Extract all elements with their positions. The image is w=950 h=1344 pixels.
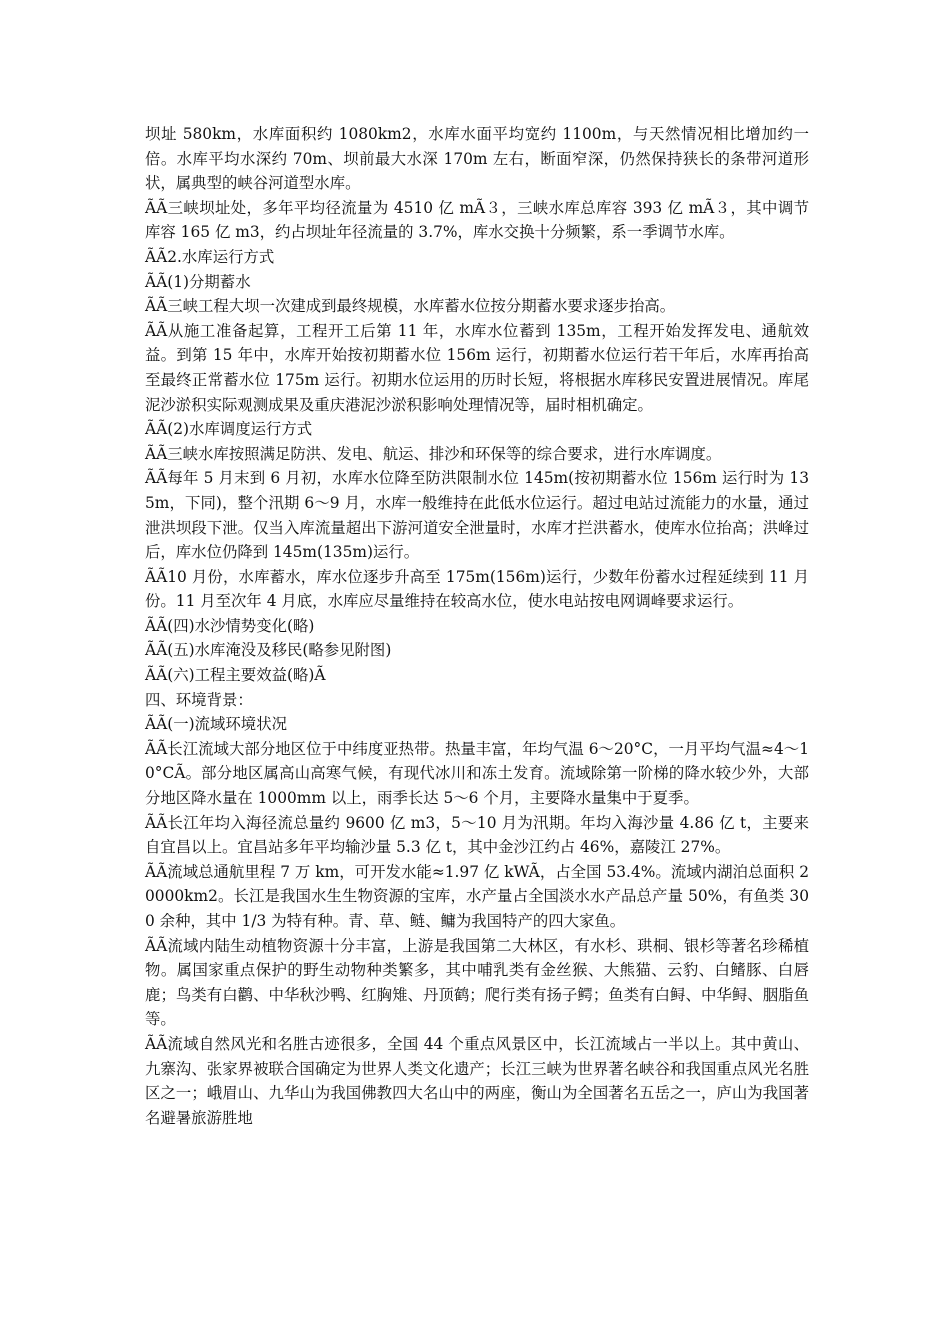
paragraph-dispatch-requirements: ÃÃ三峡水库按照满足防洪、发电、航运、排沙和环保等的综合要求，进行水库调度。 xyxy=(145,444,722,463)
paragraph-dam-reservoir-area: 坝址 580km，水库面积约 1080km2，水库水面平均宽约 1100m，与天然情况相比增加约一倍。水库平均水深约 70m、坝前最大水深 170m 左右，断面窄深，仍然保持狭长的条带河道形状，属典型的峡谷河道型水库。 xyxy=(145,125,809,193)
heading-staged-impoundment: ÃÃ(1)分期蓄水 xyxy=(145,272,251,291)
heading-dispatch-mode: ÃÃ(2)水库调度运行方式 xyxy=(145,420,313,439)
paragraph-navigation-aquatic: ÃÃ流域总通航里程 7 万 km，可开发水能≈1.97 亿 kWÃ，占全国 53.4%。流域内湖泊总面积 20000km2。长江是我国水生生物资源的宝库，水产量占全国淡水水产品总产量 50%，有鱼类 300 余种，其中 1/3 为特有种。青、草、鲢、鳙为我国特产的四大家鱼。 xyxy=(145,862,809,930)
paragraph-staged-impoundment: ÃÃ三峡工程大坝一次建成到最终规模，水库蓄水位按分期蓄水要求逐步抬高。 xyxy=(145,297,676,316)
heading-basin-environment: ÃÃ(一)流域环境状况 xyxy=(145,715,287,734)
heading-water-sediment: ÃÃ(四)水沙情势变化(略) xyxy=(145,616,315,635)
paragraph-october-impoundment: ÃÃ10 月份，水库蓄水，库水位逐步升高至 175m(156m)运行，少数年份蓄水过程延续到 11 月份。11 月至次年 4 月底，水库应尽量维持在较高水位，使水电站按电网调峰要求运行。 xyxy=(145,567,809,611)
heading-reservoir-operation: ÃÃ2.水库运行方式 xyxy=(145,247,275,266)
paragraph-climate: ÃÃ长江流域大部分地区位于中纬度亚热带。热量丰富，年均气温 6～20°C，一月平均气温≈4～10°CÃ。部分地区属高山高寒气候，有现代冰川和冻土发育。流域除第一阶梯的降水较少外，大部分地区降水量在 1000mm 以上，雨季长达 5～6 个月，主要降水量集中于夏季。 xyxy=(145,739,809,808)
paragraph-runoff-sediment: ÃÃ长江年均入海径流总量约 9600 亿 m3，5～10 月为汛期。年均入海沙量 4.86 亿 t，主要来自宜昌以上。宜昌站多年平均输沙量 5.3 亿 t，其中金沙江约占 46%，嘉陵江 27%。 xyxy=(145,813,809,857)
heading-project-benefits: ÃÃ(六)工程主要效益(略)Ã xyxy=(145,666,326,685)
paragraph-runoff-storage: ÃÃ三峡坝址处，多年平均径流量为 4510 亿 mÃ３，三峡水库总库容 393 亿 mÃ３，其中调节库容 165 亿 m3，约占坝址年径流量的 3.7%，库水交换十分频繁，系一季调节水库。 xyxy=(145,198,809,242)
paragraph-flora-fauna: ÃÃ流域内陆生动植物资源十分丰富，上游是我国第二大林区，有水杉、珙桐、银杉等著名珍稀植物。属国家重点保护的野生动物种类繁多，其中哺乳类有金丝猴、大熊猫、云豹、白鳍豚、白唇鹿；鸟类有白鹳、中华秋沙鸭、红胸雉、丹顶鹤；爬行类有扬子鳄；鱼类有白鲟、中华鲟、胭脂鱼等。 xyxy=(145,936,809,1029)
heading-environmental-background: 四、环境背景： xyxy=(145,690,253,709)
paragraph-construction-schedule: ÃÃ从施工准备起算，工程开工后第 11 年，水库水位蓄到 135m，工程开始发挥发电、通航效益。到第 15 年中，水库开始按初期蓄水位 156m 运行，初期蓄水位运行若干年后，水库再抬高至最终正常蓄水位 175m 运行。初期水位运用的历时长短，将根据水库移民安置进展情况。库尾泥沙淤积实际观测成果及重庆港泥沙淤积影响处理情况等，届时相机确定。 xyxy=(145,321,809,414)
document-body xyxy=(145,122,809,1130)
paragraph-scenic-spots: ÃÃ流域自然风光和名胜古迹很多，全国 44 个重点风景区中，长江流域占一半以上。其中黄山、九寨沟、张家界被联合国确定为世界人类文化遗产；长江三峡为世界著名峡谷和我国重点风光名胜区之一；峨眉山、九华山为我国佛教四大名山中的两座，衡山为全国著名五岳之一，庐山为我国著名避暑旅游胜地 xyxy=(145,1034,809,1127)
heading-inundation-resettlement: ÃÃ(五)水库淹没及移民(略参见附图) xyxy=(145,641,392,660)
paragraph-flood-season-operation: ÃÃ每年 5 月末到 6 月初，水库水位降至防洪限制水位 145m(按初期蓄水位 156m 运行时为 135m，下同)，整个汛期 6～9 月，水库一般维持在此低水位运行。超过电站过流能力的水量，通过泄洪坝段下泄。仅当入库流量超出下游河道安全泄量时，水库才拦洪蓄水，使库水位抬高；洪峰过后，库水位仍降到 145m(135m)运行。 xyxy=(145,469,809,562)
